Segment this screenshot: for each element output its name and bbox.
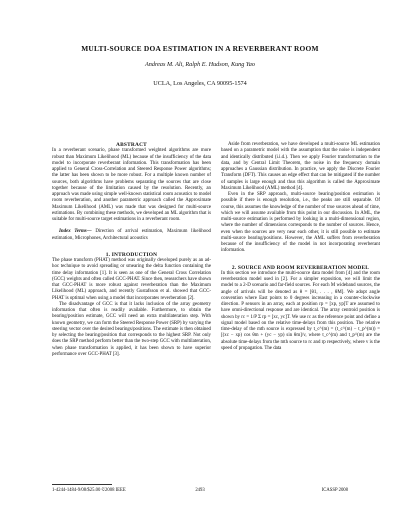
- left-column: [52, 142, 211, 358]
- index-terms-label: Index Terms—: [59, 229, 92, 235]
- abstract-text: In a reverberant scenario, phase transformed weighted algorithms are more robust than Maximum Likelihood (ML) because of the insufficiency of the data model to incorporate reverberant information. This transformation has been applied to General Cross-Correlation and Steered Response Power algorithms; the latter has been shown to be more robust. For a multiple known number of sources, both algorithms have problems separating the sources that are close together because of the limitation caused by the resolution. Recently, an approach was made using simple well-known statistical room acoustics to model room reverberation, and another parametric approach called the Approximate Maximum Likelihood (AML) was made that was designed for multi-source estimations. By combining these methods, we developed an ML algorithm that is suitable for multi-source target estimations in a reverberant room.: [52, 148, 211, 222]
- footnote-rule: [52, 484, 112, 485]
- model-section-paragraph: In this section we introduce the multi-source data model from [4] and the room reverberation model used in [2]. For a simpler exposition, we will limit the model to a 2-D scenario and far-field sources. For each M wideband sources, the angle of arrivals will be denoted as θ = [θ1, . . . , θM]. We adopt angle convention where East points to 0 degrees increasing in a counter-clockwise direction. P sensors in an array, each at position rp = [xp, yp]T are assumed to have omni-directional response and are identical. The array centroid position is shown by rc = 1/P Σ rp = [xc, yc]T. We use rc as the reference point and define a signal model based on the relative time-delays from this position. The relative time-delay of the mth source is expressed by t_c^(m) = (t_c^(m) − t_p^(m)) = [(xc − xp) cos θm + (yc − yp) sin θm]/v, where t_c^(m) and t_p^(m) are the absolute time-delays from the mth source to rc and rp respectively, where v is the speed of propagation. The data: [221, 270, 380, 351]
- paper-affiliation: UCLA, Los Angeles, CA 90095-1574: [153, 80, 247, 87]
- footer-conference: ICASSP 2008: [321, 488, 348, 493]
- footer-page-number: 2493: [195, 488, 205, 493]
- footer-copyright: 1-4244-1484-9/08/$25.00 ©2008 IEEE: [52, 488, 126, 493]
- index-terms-text: Direction of arrival estimation, Maximum likelihood estimation, Microphones, Architectural acoustics: [52, 229, 211, 241]
- paper-authors: Andreas M. Ali, Ralph E. Hudson, Kung Yao: [145, 61, 255, 68]
- model-section-heading: 2. SOURCE AND ROOM REVERBERATION MODEL: [231, 264, 370, 271]
- index-terms: [52, 229, 211, 242]
- right-column: [221, 142, 380, 352]
- introduction-paragraph-1: The phase transform (PHAT) method was originally developed purely as an ad-hoc technique to avoid spreading or smearing the delta function containing the time delay information [1]. It is seen as one of the General Cross Correlation (GCC) weights and often called GCC-PHAT. Since then, researchers have shown that GCC-PHAT is more robust against reverberation than the Maximum Likelihood (ML) approach, and recently Gustafsson et al. showed that GCC-PHAT is optimal when using a model that incorporates reverberation [2].: [52, 258, 211, 301]
- intro-continued-paragraph-2: Even in the SRP approach, multi-source bearing/position estimation is possible if there is enough resolution, i.e., the peaks are still separable. Of course, this assumes the knowledge of the number of true sources ahead of time, which we will assume available from this point in our discussion. In AML, the multi-source estimation is performed by looking in a multi-dimensional region, where the number of dimensions corresponds to the number of sources. Hence, even when the sources are very near each other, it is still possible to estimate multi-source bearing/positions. However, the AML suffers from reverberation because of the insufficiency of the model in not incorporating reverberant information.: [221, 192, 380, 254]
- paper-title: MULTI-SOURCE DOA ESTIMATION IN A REVERBERANT ROOM: [81, 44, 319, 53]
- introduction-heading: 1. INTRODUCTION: [105, 251, 158, 258]
- abstract-heading: ABSTRACT: [116, 142, 147, 148]
- intro-continued-paragraph-1: Aside from reverberation, we have developed a multi-source ML estimation based on a parametric model with the assumption that the noise is independent and identically distributed (i.i.d.). Then we apply Fourier transformation to the data, and by Central Limit Theorem, the noise in the frequency domain approaches a Gaussian distribution. In practice, we apply the Discrete Fourier Transform (DFT). This causes an edge effect that can be mitigated if the number of samples is large enough and thus this algorithm is called the Approximate Maximum Likelihood (AML) method [4].: [221, 142, 380, 191]
- introduction-paragraph-2: The disadvantage of GCC is that it lacks inclusion of the array geometry information that often is readily available. Furthermore, to obtain the bearing/position estimate, GCC will need an extra multilateration step. With known geometry, we can form the Steered Response Power (SRP) by varying the steering vector over the desired bearings/positions. The estimate is then obtained by selecting the bearing/position that corresponds to the highest SRP. Not only does the SRP method perform better than the two-step GCC with multilateration, when phase transformation is applied, it has been shown to have superior performance over GCC-PHAT [3].: [52, 301, 211, 357]
